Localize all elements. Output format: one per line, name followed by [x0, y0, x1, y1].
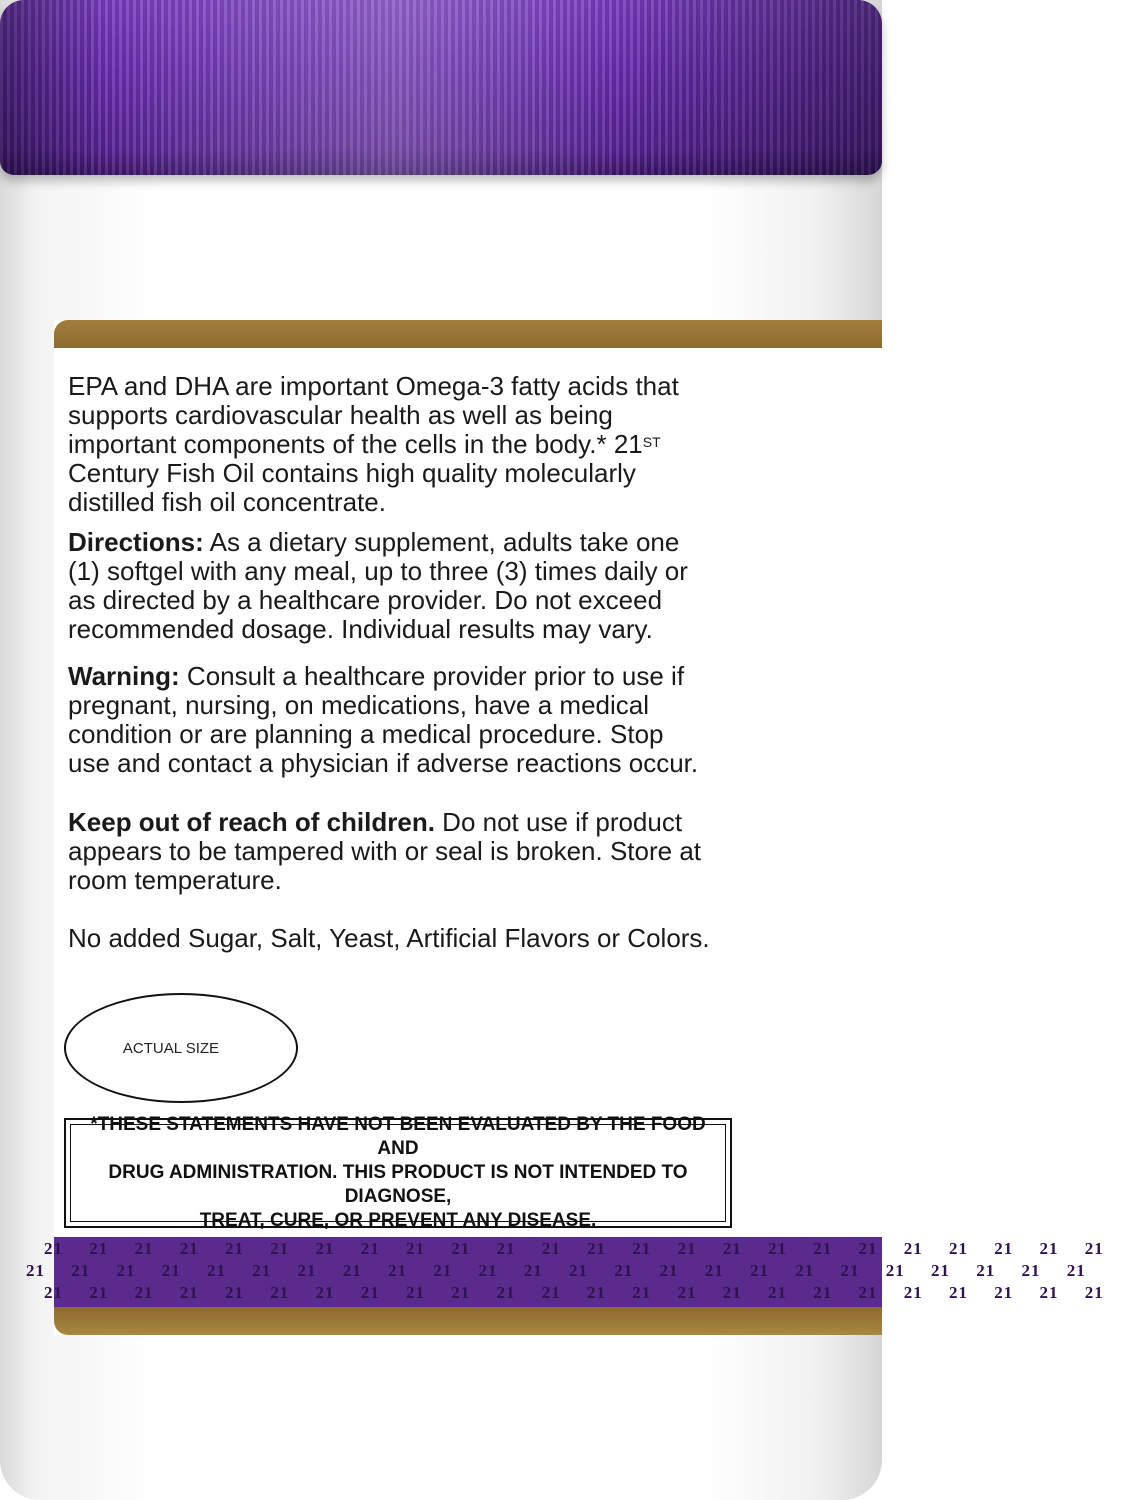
fda-disclaimer-box: [64, 1114, 732, 1231]
fda-disclaimer-text: *THESE STATEMENTS HAVE NOT BEEN EVALUATED BY THE FOOD AND DRUG ADMINISTRATION. THIS PRODUCT IS NOT INTENDED TO DIAGNOSE, TREAT, CURE, OR PREVENT ANY DISEASE.: [70, 1124, 726, 1222]
keep-away-paragraph: Keep out of reach of children. Do not use if product appears to be tampered with or seal is broken. Store at room temperature.: [68, 807, 702, 895]
pattern-row-2: 21 21 21 21 21 21 21 21 21 21 21 21 21 21 21 21 21 21 21 21 21 21 21 21: [26, 1261, 1112, 1280]
pattern-row-3: 21 21 21 21 21 21 21 21 21 21 21 21 21 21 21 21 21 21 21 21 21 21 21 21: [44, 1283, 1130, 1302]
directions-heading: Directions:: [68, 527, 204, 557]
label-bottom-gold-band: [54, 1307, 882, 1335]
label-top-gold-band: [54, 320, 882, 348]
directions-paragraph: Directions: As a dietary supplement, adults take one (1) softgel with any meal, up to three (3) times daily or as directed by a healthcare provider. Do not exceed recommended dosage. Individual results may vary.: [68, 527, 688, 644]
keep-away-heading: Keep out of reach of children.: [68, 807, 435, 837]
bottle-label: [26, 320, 1130, 1335]
no-added-line: No added Sugar, Salt, Yeast, Artificial Flavors or Colors.: [68, 923, 710, 953]
cap-shading: [0, 0, 882, 175]
warning-paragraph: Warning: Consult a healthcare provider prior to use if pregnant, nursing, on medications, have a medical condition or are planning a medical procedure. Stop use and contact a physician if adverse reactions occur.: [68, 661, 699, 778]
warning-heading: Warning:: [68, 661, 180, 691]
actual-size-softgel: [64, 993, 298, 1103]
intro-paragraph: EPA and DHA are important Omega-3 fatty acids that supports cardiovascular health as well as being important components of the cells in the body.* 21ST Century Fish Oil contains high quality molecularly distilled fish oil concentrate.: [68, 371, 679, 517]
pattern-row-1: 21 21 21 21 21 21 21 21 21 21 21 21 21 21 21 21 21 21 21 21 21 21 21 21: [44, 1239, 1130, 1258]
actual-size-label: ACTUAL SIZE: [122, 1039, 220, 1057]
label-purple-band: [26, 1237, 1130, 1307]
